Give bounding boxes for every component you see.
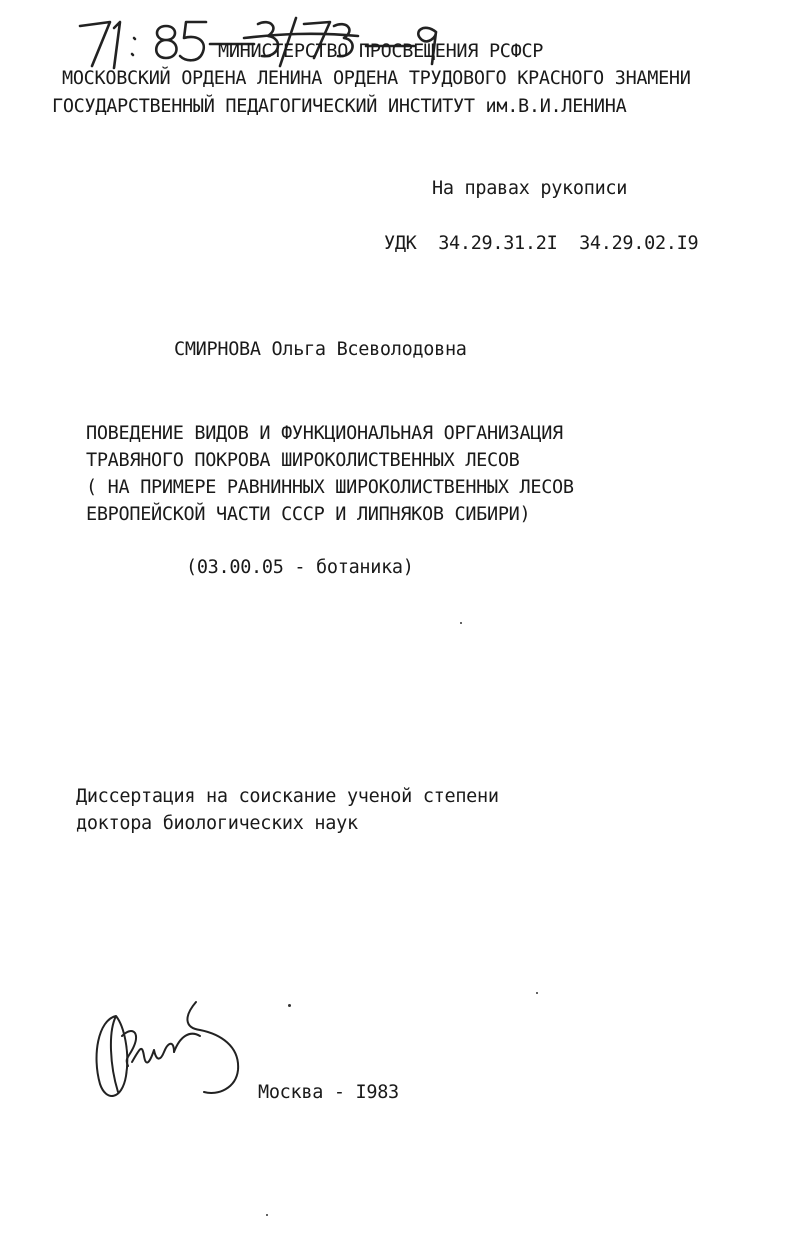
- scan-speck: [460, 622, 462, 624]
- author-name: СМИРНОВА Ольга Всеволодовна: [174, 339, 467, 360]
- thesis-title-line-4: ЕВРОПЕЙСКОЙ ЧАСТИ СССР И ЛИПНЯКОВ СИБИРИ): [86, 504, 531, 525]
- rights-note: На правах рукописи: [432, 178, 628, 199]
- scan-speck: [536, 992, 538, 994]
- place-and-year: Москва - I983: [258, 1082, 399, 1103]
- udk-code: УДК 34.29.31.2I 34.29.02.I9: [384, 233, 699, 254]
- thesis-title-line-1: ПОВЕДЕНИЕ ВИДОВ И ФУНКЦИОНАЛЬНАЯ ОРГАНИЗАЦИЯ: [86, 423, 563, 444]
- scan-speck: [266, 1214, 268, 1216]
- thesis-title-line-3: ( НА ПРИМЕРЕ РАВНИННЫХ ШИРОКОЛИСТВЕННЫХ ЛЕСОВ: [86, 477, 574, 498]
- institute-name-line-2: ГОСУДАРСТВЕННЫЙ ПЕДАГОГИЧЕСКИЙ ИНСТИТУТ им.В.И.ЛЕНИНА: [52, 96, 627, 117]
- author-signature: [88, 996, 248, 1108]
- ministry-heading: МИНИСТЕРСТВО ПРОСВЕЩЕНИЯ РСФСР: [218, 41, 544, 62]
- scan-speck: [288, 1004, 291, 1007]
- degree-line-2: доктора биологических наук: [76, 813, 358, 834]
- thesis-title-line-2: ТРАВЯНОГО ПОКРОВА ШИРОКОЛИСТВЕННЫХ ЛЕСОВ: [86, 450, 520, 471]
- institute-name-line-1: МОСКОВСКИЙ ОРДЕНА ЛЕНИНА ОРДЕНА ТРУДОВОГО КРАСНОГО ЗНАМЕНИ: [62, 68, 691, 89]
- specialty-code: (03.00.05 - ботаника): [186, 557, 414, 578]
- degree-line-1: Диссертация на соискание ученой степени: [76, 786, 499, 807]
